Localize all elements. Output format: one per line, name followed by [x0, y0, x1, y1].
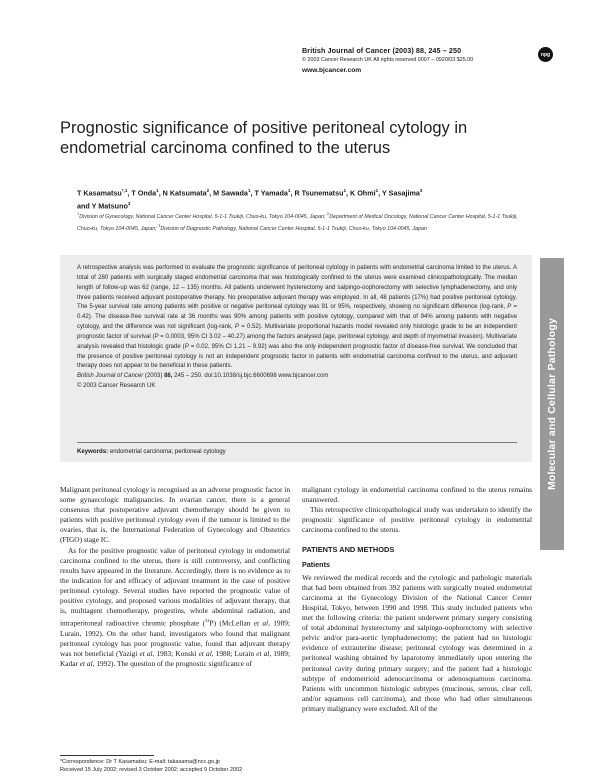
abstract-divider — [77, 442, 517, 443]
abstract-copyright: © 2003 Cancer Research UK — [77, 383, 156, 390]
author: and Y Matsuno — [77, 201, 128, 211]
keywords-label: Keywords: — [77, 448, 109, 455]
paragraph: Malignant peritoneal cytology is recognised as an adverse prognostic factor in some gynaecologic malignancies. In ovarian cancer, there is a general consensus that postoperative adjuvant chemotherapy should be given to patients with positive peritoneal cytology even if the tumour is limited to the ovaries, that is, the International Federation of Gynecology and Obstetrics (FIGO) stage IC. — [60, 485, 290, 545]
footnote — [60, 758, 290, 774]
author-list: T Kasamatsu$^{*,1}$, T Onda$^1$, N Katsumata$^2$, M Sawada$^1$, T Yamada$^1$, R Tsunematsu$^1$, K Ohmi$^1$, Y Sasajima$^3$ and Y Matsuno$^3$ — [77, 188, 423, 211]
keywords — [77, 448, 517, 455]
correspondence: *Correspondence: Dr T Kasamatsu; E-mail: takasama@ncc.go.jp — [60, 759, 220, 765]
journal-url[interactable]: www.bjcancer.com — [302, 67, 362, 74]
section-side-tab — [540, 258, 564, 550]
section-heading: PATIENTS AND METHODS — [302, 545, 395, 555]
citation-doi[interactable]: 245 – 250. doi:10.1038/sj.bjc.6600698 www.bjcancer.com — [172, 373, 329, 380]
journal-copyright: © 2003 Cancer Research UK All rights reserved 0007 – 0920/03 $25.00 — [302, 57, 474, 63]
npg-logo-icon: npg — [538, 47, 553, 62]
subsection-heading: Patients — [302, 559, 330, 569]
footnote-divider — [60, 755, 154, 756]
journal-header — [302, 46, 532, 74]
author: T Kasamatsu — [77, 188, 122, 198]
keywords-text: endometrial carcinoma; peritoneal cytology — [108, 448, 226, 455]
abstract: A retrospective analysis was performed to evaluate the prognostic significance of peritoneal cytology in patients with endometrial carcinoma limited to the uterus. A total of 280 patients with surgically staged endometrial carcinoma that was histologically confined to the uterus were examined clinicopathologically. The median length of follow-up was 62 (range, 12 – 135) months. All patients underwent hysterectomy and salpingo-oophorectomy with selective lymphadenectomy, and only three patients received adjuvant postoperative therapy. No preoperative adjuvant therapy was employed. In all, 48 patients (17%) had positive peritoneal cytology. The 5-year survival rate among patients with positive or negative peritoneal cytology was 91 or 95%, respectively, showing no significant difference (log-rank, P = 0.42). The disease-free survival rate at 36 months was 90% among patients with positive cytology, compared with that of 94% among patients with negative cytology, and the difference was not significant (log-rank, P = 0.52). Multivariate proportional hazards model revealed only histologic grade to be an independent prognostic factor of survival (P = 0.0003, 95% CI 3.02 – 40.27) among the factors analysed (age, peritoneal cytology, and depth of myometrial invasion). Multivariate analysis revealed that histologic grade (P = 0.02, 95% CI 1.21 – 9.92) was also the only independent prognostic factor of disease-free survival. We concluded that the presence of positive peritoneal cytology is not an independent prognostic factor in patients with endometrial carcinoma confined to the uterus, and adjuvant therapy does not appear to be beneficial in these patients. British Journal of Cancer (2003) 88, 245 – 250. doi:10.1038/sj.bjc.6600698 www.bjcancer.com © 2003 Cancer Research UK — [77, 265, 517, 390]
paragraph: This retrospective clinicopathological study was undertaken to identify the prognostic significance of positive peritoneal cytology in endometrial carcinoma confined to the uterus. — [302, 505, 532, 535]
author: , K Ohmi — [346, 188, 376, 198]
received-dates: Received 15 July 2002; revised 3 October 2002; accepted 9 October 2002 — [60, 767, 243, 773]
affiliation: Division of Gynecology, National Cancer Center Hospital, 5-1-1 Tsukiji, Chuo-ku, Tokyo 104-0045, Japan; — [79, 213, 326, 220]
body-column-right — [302, 485, 532, 714]
paragraph: We reviewed the medical records and the cytologic and pathologic materials that had been obtained from 392 patients with surgically treated endometrial carcinoma at the Gynecology Division of the National Cancer Center Hospital, Tokyo, between 1990 and 1998. This study included patients who met the following criteria: the patient underwent primary surgery consisting of total abdominal hysterectomy and salpingo-oophorectomy with selective pelvic and/or para-aortic lymphadenectomy; the patient had no histologic evidence of extrauterine disease; peritoneal cytology was determined in a peritoneal washing obtained by laparotomy immediately upon entering the peritoneal cavity during primary surgery; and the patient had a histologic subtype of endometrioid adenocarcinoma or adenosquamous carcinoma. Patients with uncommon histologic subtypes (mucinous, serous, clear cell, and/or squamous cell carcinoma), and those who had other simultaneous primary malignancy were excluded. All of the — [302, 572, 532, 713]
author: , T Yamada — [250, 188, 288, 198]
author: , N Katsumata — [158, 188, 207, 198]
affiliations: $^1$Division of Gynecology, National Cancer Center Hospital, 5-1-1 Tsukiji, Chuo-ku, Tokyo 104-0045, Japan; $^2$Department of Medical Oncology, National Cancer Center Hospital, 5-1-1 Tsukiji, Chuo-ku, Tokyo 104-0045, Japan; $^3$Division of Diagnostic Pathology, National Cancer Center Hospital, 5-1-1 Tsukiji, Chuo-ku, Tokyo 104-0045, Japan — [77, 211, 518, 232]
citation-journal: British Journal of Cancer — [77, 373, 144, 380]
article-title: Prognostic significance of positive peritoneal cytology in endometrial carcinoma confined to the uterus — [60, 119, 468, 157]
author: , Y Sasajima — [378, 188, 420, 198]
paragraph: As for the positive prognostic value of peritoneal cytology in endometrial carcinoma confined to the uterus, there is still controversy, and conflicting results have appeared in the literature. Accordingly, there is no evidence as to the indication for and efficacy of adjuvant treatment in the case of positive peritoneal cytology. Several studies have reported the prognostic value of positive cytology, and proposed various modalities of adjuvant therapy, that is, multiagent chemotherapy, progestins, whole abdominal radiation, and intraperitoneal radioactive chromic phosphate ($^{32}$P) (McLellan et al, 1989; Lurain, 1992). On the other hand, investigators who found that malignant peritoneal cytology has poor prognostic value, found that adjuvant therapy was not beneficial (Yazigi et al, 1983; Konski et al, 1988; Lurain et al, 1989; Kadar et al, 1992). The question of the prognostic significance of — [60, 545, 290, 669]
journal-citation: British Journal of Cancer (2003) 88, 245 – 250 — [302, 46, 462, 55]
affiliation: Department of Medical Oncology, National Cancer Center Hospital, 5-1-1 Tsukiji, Chuo-ku, Tokyo 104-0045, Japan; — [77, 213, 518, 232]
affiliation: Division of Diagnostic Pathology, National Cancer Center Hospital, 5-1-1 Tsukiji, Chuo-ku, Tokyo 104-0045, Japan — [160, 225, 427, 232]
author: , T Onda — [127, 188, 157, 198]
body-column-left — [60, 485, 290, 669]
author: , R Tsunematsu — [290, 188, 344, 198]
section-side-label: Molecular and Cellular Pathology — [546, 317, 559, 491]
paragraph: malignant cytology in endometrial carcinoma confined to the uterus remains unanswered. — [302, 485, 532, 505]
author: , M Sawada — [209, 188, 248, 198]
